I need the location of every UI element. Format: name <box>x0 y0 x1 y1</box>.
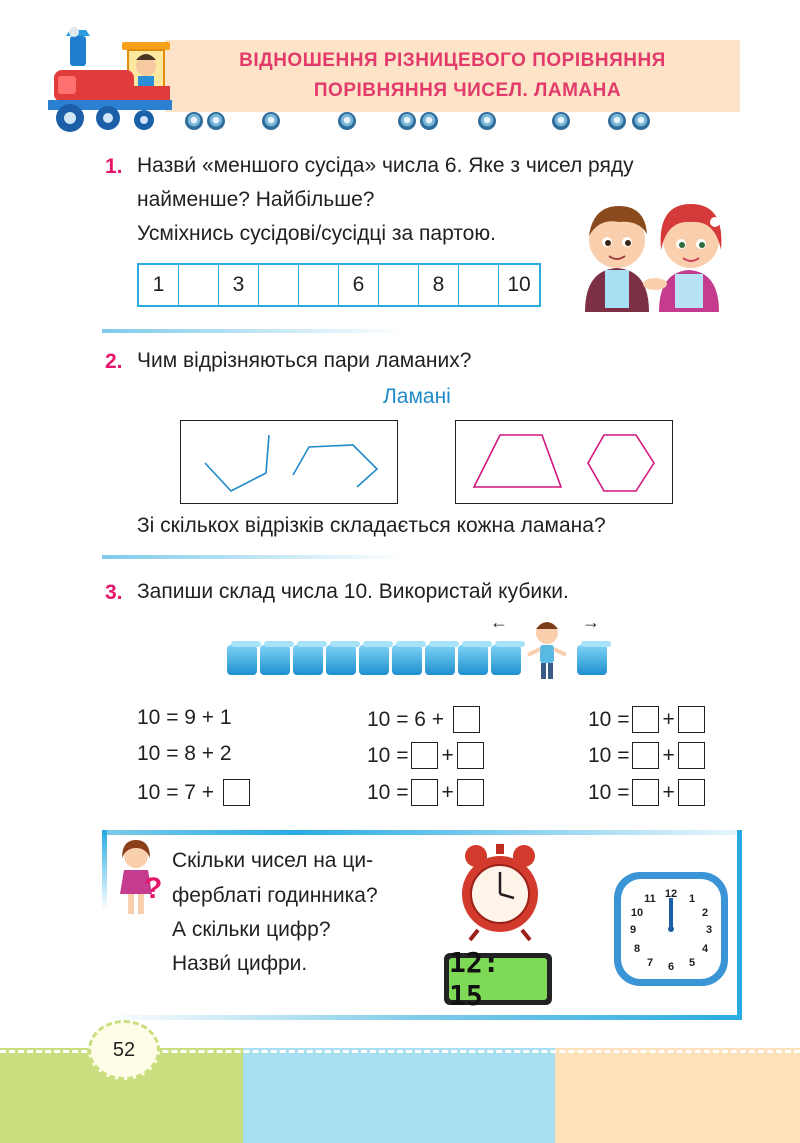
wheel-icon <box>398 112 416 130</box>
equation: 10 = + <box>588 706 708 733</box>
task2-question2: Зі скількох відрізків складається кожна ламана? <box>137 514 606 537</box>
answer-box[interactable] <box>678 779 705 806</box>
number-cell[interactable] <box>459 265 499 305</box>
wheel-icon <box>608 112 626 130</box>
page-number: 52 <box>112 1038 136 1061</box>
girl-question-icon <box>116 840 163 918</box>
digital-clock <box>444 946 552 1012</box>
cube-icon <box>392 641 426 675</box>
wall-clock-icon <box>612 870 730 988</box>
clock-number: 12 <box>664 888 678 900</box>
answer-box[interactable] <box>223 779 250 806</box>
clock-number: 1 <box>688 893 696 905</box>
answer-box[interactable] <box>453 706 480 733</box>
task1-text-line3: Усміхнись сусідові/сусідці за партою. <box>137 222 496 245</box>
section-divider <box>102 329 402 333</box>
equation: 10 = + <box>367 742 487 769</box>
number-cell[interactable] <box>179 265 219 305</box>
children-illustration <box>575 200 725 312</box>
lesson-title-line1: ВІДНОШЕННЯ РІЗНИЦЕВОГО ПОРІВНЯННЯ <box>239 50 666 71</box>
task2-caption: Ламані <box>383 385 451 408</box>
footer-band <box>243 1048 555 1143</box>
clock-number: 5 <box>688 957 696 969</box>
open-polylines <box>181 421 396 502</box>
task2-question: Чим відрізняються пари ламаних? <box>137 349 472 372</box>
clock-number: 10 <box>630 907 644 919</box>
wheel-icon <box>552 112 570 130</box>
wheel-icon <box>185 112 203 130</box>
svg-text:?: ? <box>144 872 163 905</box>
clock-number: 2 <box>701 907 709 919</box>
wheel-icon <box>478 112 496 130</box>
task1-text-line2: найменше? Найбільше? <box>137 188 375 211</box>
answer-box[interactable] <box>678 742 705 769</box>
panel-border <box>102 1015 742 1020</box>
number-cell: 6 <box>339 265 379 305</box>
number-row <box>137 263 541 307</box>
wheel-icon <box>632 112 650 130</box>
wheel-icon <box>262 112 280 130</box>
boy-figure-icon <box>528 622 566 679</box>
polyline-box-open <box>180 420 398 504</box>
task-number: 2. <box>105 350 123 373</box>
number-cell[interactable] <box>259 265 299 305</box>
number-cell[interactable] <box>379 265 419 305</box>
clock-number: 3 <box>705 924 713 936</box>
answer-box[interactable] <box>678 706 705 733</box>
answer-box[interactable] <box>632 742 659 769</box>
task-number: 1. <box>105 155 123 178</box>
page-number-badge <box>88 1020 160 1080</box>
train-illustration <box>44 30 174 134</box>
clock-number: 6 <box>667 961 675 973</box>
cube-icon <box>577 641 611 675</box>
task-number: 3. <box>105 581 123 604</box>
equation: 10 = + <box>588 742 708 769</box>
number-cell: 1 <box>139 265 179 305</box>
cube-icon <box>227 641 261 675</box>
wheel-icon <box>207 112 225 130</box>
answer-box[interactable] <box>457 779 484 806</box>
lesson-title-line2: ПОРІВНЯННЯ ЧИСЕЛ. ЛАМАНА <box>313 80 622 101</box>
clock-number: 7 <box>646 957 654 969</box>
cube-icon <box>491 641 525 675</box>
equation: 10 = 8 + 2 <box>137 742 232 765</box>
cube-icon <box>293 641 327 675</box>
number-cell[interactable] <box>299 265 339 305</box>
cube-icon <box>359 641 393 675</box>
clock-number: 4 <box>701 943 709 955</box>
answer-box[interactable] <box>632 706 659 733</box>
digital-clock-time: 12: 15 <box>449 958 547 1000</box>
equation: 10 = + <box>588 779 708 806</box>
cube-icon <box>260 641 294 675</box>
alarm-clock-icon <box>458 842 542 942</box>
closed-polylines <box>456 421 671 502</box>
answer-box[interactable] <box>632 779 659 806</box>
equation: 10 = 6 + <box>367 706 483 733</box>
arrow-right-icon: → <box>582 612 600 632</box>
clock-number: 11 <box>644 893 656 905</box>
footer-band <box>555 1048 800 1143</box>
cubes-illustration <box>225 615 615 685</box>
task3-text: Запиши склад числа 10. Використай кубики. <box>137 580 569 603</box>
task1-text-line1: Назви́ «меншого сусіда» числа 6. Яке з чисел ряду <box>137 154 634 177</box>
arrow-left-icon: ← <box>490 612 508 632</box>
wheel-icon <box>338 112 356 130</box>
panel-border <box>102 830 107 910</box>
answer-box[interactable] <box>411 742 438 769</box>
cube-icon <box>458 641 492 675</box>
clock-number: 9 <box>629 924 637 936</box>
info-text-line1: Скільки чисел на ци- <box>172 849 374 872</box>
answer-box[interactable] <box>411 779 438 806</box>
number-cell: 3 <box>219 265 259 305</box>
info-text-line4: Назви́ цифри. <box>172 952 308 975</box>
section-divider <box>102 555 402 559</box>
panel-border <box>102 830 742 835</box>
answer-box[interactable] <box>457 742 484 769</box>
equation: 10 = + <box>367 779 487 806</box>
equation: 10 = 7 + <box>137 779 253 806</box>
equation: 10 = 9 + 1 <box>137 706 232 729</box>
info-text-line2: ферблаті годинника? <box>172 884 378 907</box>
number-cell: 10 <box>507 273 531 296</box>
cube-icon <box>425 641 459 675</box>
number-cell: 8 <box>419 265 459 305</box>
wheel-icon <box>420 112 438 130</box>
panel-border <box>737 830 742 1020</box>
polyline-box-closed <box>455 420 673 504</box>
info-text-line3: А скільки цифр? <box>172 918 331 941</box>
clock-number: 8 <box>633 943 641 955</box>
cube-icon <box>326 641 360 675</box>
